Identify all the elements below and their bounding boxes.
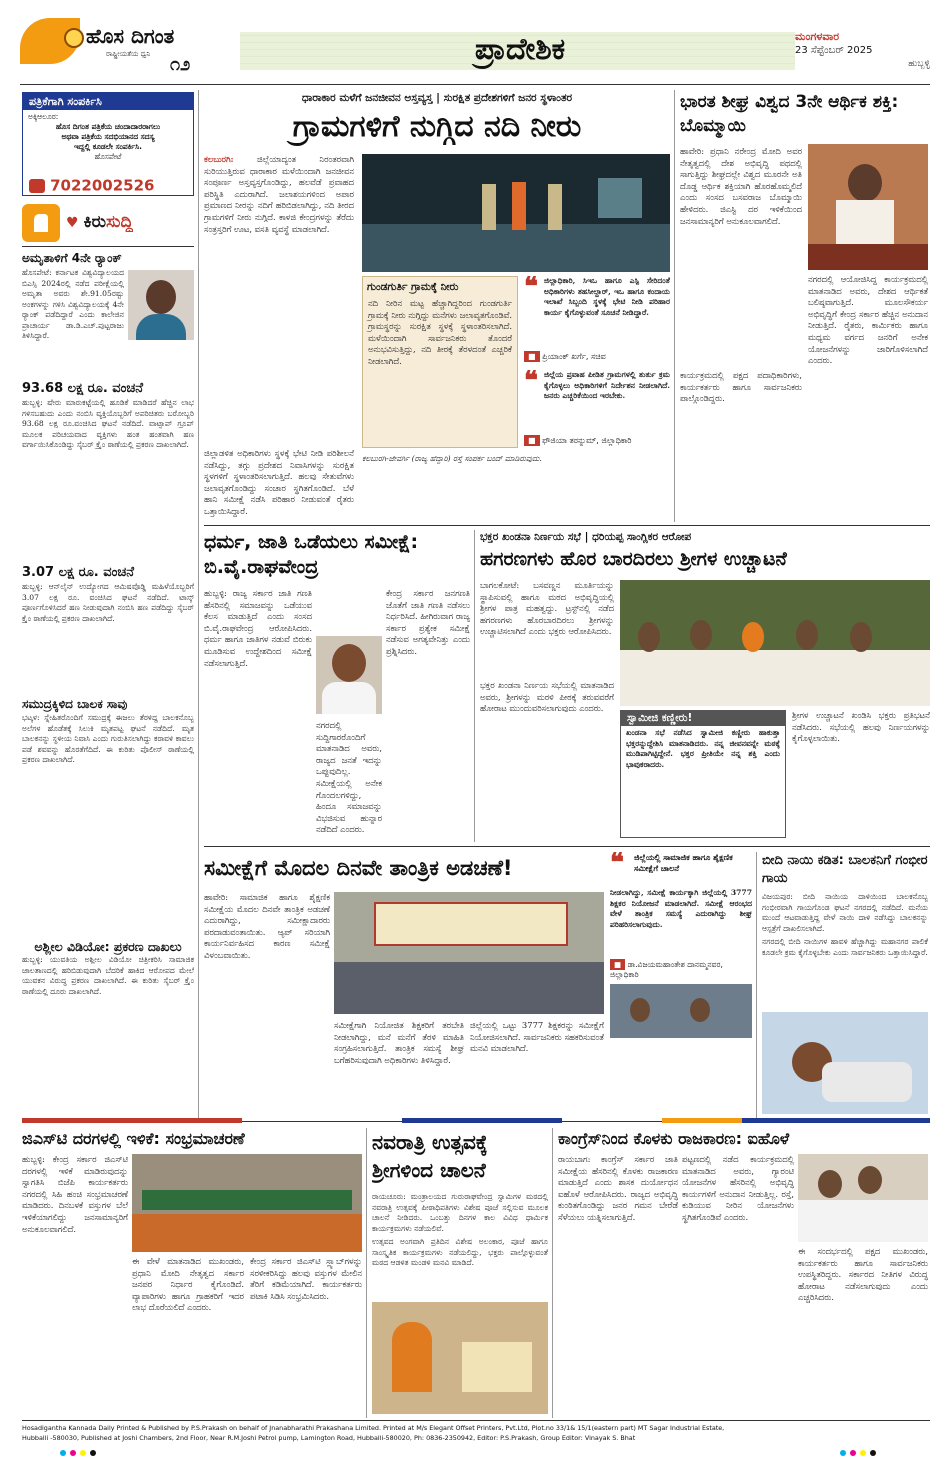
raghavendra-text-1: ಹುಬ್ಬಳ್ಳಿ: ರಾಜ್ಯ ಸರ್ಕಾರ ಜಾತಿ ಗಣತಿ ಹೆಸರಿನಲ್ಲಿ ಸಮಾಜವನ್ನು ಒಡೆಯುವ ಕೆಲಸ ಮಾಡುತ್ತಿದೆ ಎಂದು ಸಂಸದ ಬಿ.ವೈ.ರಾಘವೇಂದ್ರ ಆರೋಪಿಸಿದರು. ಧರ್ಮ ಹಾಗೂ ಜಾತಿಗಳ ನಡುವೆ ಬಿರುಕು ಮೂಡಿಸುವ ಉದ್ದೇಶದಿಂದ ಸಮೀಕ್ಷೆ ನಡೆಸಲಾಗುತ್ತಿದೆ. <box>204 588 312 668</box>
lead-quote-2 <box>524 370 670 450</box>
mid-rule-2 <box>204 846 930 847</box>
masthead-rule <box>20 84 930 85</box>
gundagurti-title: ಗುಂಡಗುರ್ತಿ ಗ್ರಾಮಕ್ಕೆ ನೀರು <box>367 281 459 293</box>
dog-headline: ಬೀದಿ ನಾಯಿ ಕಡಿತ: ಬಾಲಕನಿಗೆ ಗಂಭೀರ ಗಾಯ <box>762 853 928 886</box>
sangolli-text-1: ಬಾಗಲಕೋಟೆ: ಬಸವಣ್ಣನ ಮೂರ್ತಿಯನ್ನು ಸ್ಥಾಪಿಸುವಲ್ಲಿ ಹಾಗೂ ಮಠದ ಅಭಿವೃದ್ಧಿಯಲ್ಲಿ ಶ್ರೀಗಳ ಪಾತ್ರ ಮಹತ್ವದ್ದು. ಟ್ರಸ್ಟ್‌ನಲ್ಲಿ ನಡೆದ ಹಗರಣಗಳು ಹೊರಬಾರದಿರಲು ಶ್ರೀಗಳನ್ನು ಉಚ್ಚಾಟಿಸಲಾಗಿದೆ ಎಂದು ಭಕ್ತರು ಆರೋಪಿಸಿದರು. <box>480 580 614 637</box>
bommai-text-3: ಕಾರ್ಯಕ್ರಮದಲ್ಲಿ ಪಕ್ಷದ ಪದಾಧಿಕಾರಿಗಳು, ಕಾರ್ಯಕರ್ತರು ಹಾಗೂ ಸಾರ್ವಜನಿಕರು ಪಾಲ್ಗೊಂಡಿದ್ದರು. <box>680 370 802 404</box>
mid-rule-1 <box>204 525 930 526</box>
survey-right-rule <box>756 852 757 1118</box>
contact-name: ಹೊಸಪೇಟೆ <box>94 152 122 161</box>
survey-quote-title: ಜಿಲ್ಲೆಯಲ್ಲಿ ಸಾಮಾಜಿಕ ಹಾಗೂ ಶೈಕ್ಷಣಿಕ ಸಮೀಕ್ಷೆಗೆ ಚಾಲನೆ <box>634 853 733 873</box>
swamiji-box-title: ಸ್ವಾಮೀಜಿ ಕಣ್ಣೀರು! <box>621 711 785 726</box>
kirusuddi-item-2-text: ಹುಬ್ಬಳ್ಳಿ: ಷೇರು ಮಾರುಕಟ್ಟೆಯಲ್ಲಿ ಹೂಡಿಕೆ ಮಾಡಿದರೆ ಹೆಚ್ಚಿನ ಲಾಭ ಗಳಿಸಬಹುದು ಎಂದು ನಂಬಿಸಿ ವ್ಯಕ್ತಿಯೊಬ್ಬರಿಗೆ ಅಪರಿಚಿತರು ಬರೋಬ್ಬರಿ 93.68 ಲಕ್ಷ ರೂ.ವಂಚಿಸಿದ ಘಟನೆ ನಡೆದಿದೆ. ವಾಟ್ಸಾಪ್ ಗ್ರೂಪ್ ಮೂಲಕ ಪರಿಚಯವಾದ ವ್ಯಕ್ತಿಗಳು ಹಂತ ಹಂತವಾಗಿ ಹಣ ವರ್ಗಾಯಿಸಿಕೊಂಡಿದ್ದು ಸೈಬರ್ ಕ್ರೈಂ ಠಾಣೆಯಲ್ಲಿ ಪ್ರಕರಣ ದಾಖಲಾಗಿದೆ. <box>22 398 194 449</box>
lead-quote-2-name-text: ಫೌಜಿಯಾ ತರನ್ನುಮ್, ಜಿಲ್ಲಾಧಿಕಾರಿ <box>542 436 632 445</box>
logo-tagline: ರಾಷ್ಟ್ರೀಯತೆಯ ಧ್ವನಿ <box>106 50 151 58</box>
kirusuddi-item-4 <box>22 696 194 934</box>
lead-quote-2-name <box>524 436 632 446</box>
kirusuddi-item-4-headline: ಸಮುದ್ರಕ್ಕಿಳಿದ ಬಾಲಕ ಸಾವು <box>22 697 128 711</box>
date-label: 23 ಸೆಪ್ಟೆಂಬರ್ 2025 <box>795 45 873 56</box>
navaratri-right-rule <box>552 1128 553 1418</box>
gst-text-2: ಈ ವೇಳೆ ಮಾತನಾಡಿದ ಮುಖಂಡರು, ಪ್ರಧಾನಿ ಮೋದಿ ನೇತೃತ್ವದ ಸರ್ಕಾರ ಜನಪರ ನಿರ್ಧಾರ ಕೈಗೊಂಡಿದೆ. ವ್ಯಾಪಾರಿಗಳು ಹಾಗೂ ಗ್ರಾಹಕರಿಗೆ ಇದರ ಲಾಭ ದೊರೆಯಲಿದೆ ಎಂದರು. <box>132 1256 244 1313</box>
survey-quote-text: ನೀಡಲಾಗಿದ್ದು, ಸಮೀಕ್ಷೆ ಕಾರ್ಯಕ್ಕಾಗಿ ಜಿಲ್ಲೆಯಲ್ಲಿ 3777 ಶಿಕ್ಷಕರ ನಿಯೋಜನೆ ಮಾಡಲಾಗಿದೆ. ಸಮೀಕ್ಷೆ ಆರಂಭದ ವೇಳೆ ತಾಂತ್ರಿಕ ಸಮಸ್ಯೆ ಎದುರಾಗಿದ್ದು ಶೀಘ್ರ ಪರಿಹರಿಸಲಾಗುವುದು. <box>610 888 752 929</box>
kirusuddi-item-3-text: ಹುಬ್ಬಳ್ಳಿ: ಆನ್‌ಲೈನ್ ಉದ್ಯೋಗದ ಆಮಿಷವೊಡ್ಡಿ ಮಹಿಳೆಯೊಬ್ಬರಿಗೆ 3.07 ಲಕ್ಷ ರೂ. ವಂಚಿಸಿದ ಘಟನೆ ನಡೆದಿದೆ. ಟಾಸ್ಕ್ ಪೂರ್ಣಗೊಳಿಸಿದರೆ ಹಣ ನೀಡುವುದಾಗಿ ನಂಬಿಸಿ ಹಣ ಪಡೆದಿದ್ದು ಸೈಬರ್ ಕ್ರೈಂ ಠಾಣೆಯಲ್ಲಿ ಪ್ರಕರಣ ದಾಖಲಾಗಿದೆ. <box>22 582 194 623</box>
lead-text-1 <box>204 154 354 444</box>
lead-dateline: ಕಲಬುರಗಿ: <box>204 154 234 164</box>
kirusuddi-badge-icon <box>22 204 60 242</box>
quote-marker-icon: ■ <box>524 351 540 362</box>
survey-photo <box>334 892 604 1014</box>
gundagurti-text: ನದಿ ನೀರಿನ ಮಟ್ಟ ಹೆಚ್ಚಾಗಿದ್ದರಿಂದ ಗುಂಡಗುರ್ತಿ ಗ್ರಾಮಕ್ಕೆ ನೀರು ನುಗ್ಗಿದ್ದು ಮನೆಗಳು ಜಲಾವೃತಗೊಂಡಿವೆ. ಗ್ರಾಮಸ್ಥರನ್ನು ಸುರಕ್ಷಿತ ಸ್ಥಳಕ್ಕೆ ಸ್ಥಳಾಂತರಿಸಲಾಗಿದೆ. ಮಳೆಯಿಂದಾಗಿ ಸಾರ್ವಜನಿಕರು ತೊಂದರೆ ಅನುಭವಿಸುತ್ತಿದ್ದು, ನದಿ ತೀರಕ್ಕೆ ತೆರಳದಂತೆ ಎಚ್ಚರಿಕೆ ನೀಡಲಾಗಿದೆ. <box>368 298 512 366</box>
dog-text-1: ವಿಜಯಪುರ: ಬೀದಿ ನಾಯಿಯ ದಾಳಿಯಿಂದ ಬಾಲಕನೊಬ್ಬ ಗಂಭೀರವಾಗಿ ಗಾಯಗೊಂಡ ಘಟನೆ ನಗರದಲ್ಲಿ ನಡೆದಿದೆ. ಮನೆಯ ಮುಂದೆ ಆಟವಾಡುತ್ತಿದ್ದ ವೇಳೆ ನಾಯಿ ದಾಳಿ ನಡೆಸಿದ್ದು ಬಾಲಕನನ್ನು ಆಸ್ಪತ್ರೆಗೆ ದಾಖಲಿಸಲಾಗಿದೆ. ನಗರದಲ್ಲಿ ಬೀದಿ ನಾಯಿಗಳ ಹಾವಳಿ ಹೆಚ್ಚಾಗಿದ್ದು ಮಹಾನಗರ ಪಾಲಿಕೆ ಕೂಡಲೇ ಕ್ರಮ ಕೈಗೊಳ್ಳಬೇಕು ಎಂದು ಸಾರ್ವಜನಿಕರು ಒತ್ತಾಯಿಸಿದ್ದಾರೆ. <box>762 892 928 957</box>
kirusuddi-title-a: ಕಿರು <box>83 212 107 232</box>
survey-headline: ಸಮೀಕ್ಷೆಗೆ ಮೊದಲ ದಿನವೇ ತಾಂತ್ರಿಕ ಅಡಚಣೆ! <box>204 856 513 880</box>
raghavendra-right-rule <box>474 530 475 842</box>
contact-line4: ಇದ್ದಲ್ಲಿ ಕೂಡಲೇ ಸಂಪರ್ಕಿಸಿ. <box>74 142 142 151</box>
lead-story <box>204 90 670 522</box>
lead-caption: ಕಲಬುರಗಿ-ಜೇವರ್ಗಿ (ರಾಜ್ಯ ಹೆದ್ದಾರಿ) ರಸ್ತೆ ಸಂಪರ್ಕ ಬಂದ್ ಮಾಡಿರುವುದು. <box>362 454 542 463</box>
navaratri-text-1: ರಾಯಚೂರು: ಮಂತ್ರಾಲಯದ ಗುರುರಾಘವೇಂದ್ರ ಸ್ವಾಮಿಗಳ ಮಠದಲ್ಲಿ ನವರಾತ್ರಿ ಉತ್ಸವಕ್ಕೆ ಪೀಠಾಧಿಪತಿಗಳು ವಿಶೇಷ ಪೂಜೆ ಸಲ್ಲಿಸುವ ಮೂಲಕ ಚಾಲನೆ ನೀಡಿದರು. ಒಂಬತ್ತು ದಿನಗಳ ಕಾಲ ವಿವಿಧ ಧಾರ್ಮಿಕ ಕಾರ್ಯಕ್ರಮಗಳು ನಡೆಯಲಿವೆ. ಉತ್ಸವದ ಅಂಗವಾಗಿ ಪ್ರತಿದಿನ ವಿಶೇಷ ಅಲಂಕಾರ, ಪೂಜೆ ಹಾಗೂ ಸಾಂಸ್ಕೃತಿಕ ಕಾರ್ಯಕ್ರಮಗಳು ನಡೆಯಲಿದ್ದು, ಭಕ್ತರು ಪಾಲ್ಗೊಳ್ಳುವಂತೆ ಮಠದ ಆಡಳಿತ ಮಂಡಳಿ ಮನವಿ ಮಾಡಿದೆ. <box>372 1192 548 1267</box>
navaratri-text-2: ಉತ್ಸವದ ಅಂಗವಾಗಿ ಪ್ರತಿದಿನ ವಿಶೇಷ ಅಲಂಕಾರ, ಪೂಜೆ ಹಾಗೂ ಸಾಂಸ್ಕೃತಿಕ ಕಾರ್ಯಕ್ರಮಗಳು ನಡೆಯಲಿದ್ದು, ಭಕ್ತರು ಪಾಲ್ಗೊಳ್ಳುವಂತೆ ಮಠದ ಆಡಳಿತ ಮಂಡಳಿ ಮನವಿ ಮಾಡಿದೆ. <box>372 1237 548 1267</box>
aihole-photo <box>798 1154 928 1242</box>
gundagurti-box <box>362 276 518 448</box>
lead-quote-1-text: ಜಿಲ್ಲಾಧಿಕಾರಿ, ಸಿಇಒ ಹಾಗೂ ಎಸ್ಪಿ ಸೇರಿದಂತೆ ಅಧಿಕಾರಿಗಳು ತಹಸೀಲ್ದಾರ್, ಇಒ ಹಾಗೂ ಕಂದಾಯ ಇಲಾಖೆ ಸಿಬ್ಬಂದಿ ಸ್ಥಳಕ್ಕೆ ಭೇಟಿ ನೀಡಿ ಪರಿಹಾರ ಕಾರ್ಯ ಕೈಗೊಳ್ಳುವಂತೆ ಸೂಚನೆ ನೀಡಿದ್ದಾರೆ. <box>544 276 670 317</box>
quote-icon: ❝ <box>610 852 624 878</box>
sangolli-headline: ಹಗರಣಗಳು ಹೊರ ಬಾರದಿರಲು ಶ್ರೀಗಳ ಉಚ್ಚಾಟನೆ <box>480 548 787 570</box>
day-label: ಮಂಗಳವಾರ <box>795 30 840 43</box>
lead-kicker: ಧಾರಾಕಾರ ಮಳೆಗೆ ಜನಜೀವನ ಅಸ್ತವ್ಯಸ್ತ | ಸುರಕ್ಷಿತ ಪ್ರದೇಶಗಳಿಗೆ ಜನರ ಸ್ಥಳಾಂತರ <box>301 92 573 104</box>
page-number: ೧೨ <box>170 54 191 72</box>
contact-title: ಪತ್ರಿಕೆಗಾಗಿ ಸಂಪರ್ಕಿಸಿ <box>23 93 193 110</box>
kirusuddi-item-5 <box>22 938 194 1116</box>
contact-line3: ಅಥವಾ ಪತ್ರಿಕೆಯ ಸದಭಿಯಾನದ ಸದಸ್ಯ <box>61 132 155 141</box>
navaratri-story <box>372 1128 548 1418</box>
raghavendra-headline: ಧರ್ಮ, ಜಾತಿ ಒಡೆಯಲು ಸಮೀಕ್ಷೆ: ಬಿ.ವೈ.ರಾಘವೇಂದ್ರ <box>204 531 419 578</box>
kirusuddi-item-1 <box>22 250 194 376</box>
gst-headline: ಜಿಎಸ್‌ಟಿ ದರಗಳಲ್ಲಿ ಇಳಿಕೆ: ಸಂಭ್ರಮಾಚರಣೆ <box>22 1129 245 1148</box>
gst-photo <box>132 1154 362 1252</box>
lead-quote-2-text: ಜಿಲ್ಲೆಯ ಪ್ರವಾಹ ಪೀಡಿತ ಗ್ರಾಮಗಳಲ್ಲಿ ತುರ್ತು ಕ್ರಮ ಕೈಗೊಳ್ಳಲು ಅಧಿಕಾರಿಗಳಿಗೆ ನಿರ್ದೇಶನ ನೀಡಲಾಗಿದೆ. ಜನರು ಎಚ್ಚರಿಕೆಯಿಂದ ಇರಬೇಕು. <box>544 370 670 400</box>
sangolli-story <box>480 530 930 842</box>
dog-story <box>762 852 928 1118</box>
survey-quote <box>610 852 752 982</box>
lead-quote-1-name <box>524 352 606 362</box>
swamiji-box <box>620 710 786 838</box>
registration-marks <box>0 1448 945 1458</box>
bommai-text-1: ಹಾವೇರಿ: ಪ್ರಧಾನಿ ನರೇಂದ್ರ ಮೋದಿ ಅವರ ನೇತೃತ್ವದಲ್ಲಿ ದೇಶ ಅಭಿವೃದ್ಧಿ ಪಥದಲ್ಲಿ ಸಾಗುತ್ತಿದ್ದು ಶೀಘ್ರದಲ್ಲೇ ವಿಶ್ವದ ಮೂರನೇ ಅತಿ ದೊಡ್ಡ ಆರ್ಥಿಕ ಶಕ್ತಿಯಾಗಿ ಹೊರಹೊಮ್ಮಲಿದೆ ಎಂದು ಸಂಸದ ಬಸವರಾಜ ಬೊಮ್ಮಾಯಿ ಹೇಳಿದರು. ಜಿಎಸ್ಟಿ ದರ ಇಳಿಕೆಯಿಂದ ಜನಸಾಮಾನ್ಯರಿಗೆ ಅನುಕೂಲವಾಗಲಿದೆ. <box>680 146 802 226</box>
contact-line1: ಅಕ್ಕಿಆಲೂರ: <box>28 112 59 121</box>
survey-text-3: ಜಿಲ್ಲೆಯಲ್ಲಿ ಒಟ್ಟು 3777 ಶಿಕ್ಷಕರನ್ನು ಸಮೀಕ್ಷೆಗೆ ನಿಯೋಜಿಸಲಾಗಿದೆ. ಸಾರ್ವಜನಿಕರು ಸಹಕರಿಸುವಂತೆ ಮನವಿ ಮಾಡಲಾಗಿದೆ. <box>470 1020 604 1054</box>
survey-quote-name-row <box>610 960 752 980</box>
contact-box <box>22 92 194 196</box>
kirusuddi-header <box>22 204 194 242</box>
raghavendra-text-3: ಕೇಂದ್ರ ಸರ್ಕಾರ ಜನಗಣತಿ ಜೊತೆಗೆ ಜಾತಿ ಗಣತಿ ನಡೆಸಲು ನಿರ್ಧರಿಸಿದೆ. ಹೀಗಿರುವಾಗ ರಾಜ್ಯ ಸರ್ಕಾರ ಪ್ರತ್ಯೇಕ ಸಮೀಕ್ಷೆ ನಡೆಸುವ ಅಗತ್ಯವೇನಿತ್ತು ಎಂದು ಪ್ರಶ್ನಿಸಿದರು. <box>386 588 470 656</box>
raghavendra-text-2: ನಗರದಲ್ಲಿ ಸುದ್ದಿಗಾರರೊಂದಿಗೆ ಮಾತನಾಡಿದ ಅವರು, ರಾಜ್ಯದ ಜನತೆ ಇದನ್ನು ಒಪ್ಪುವುದಿಲ್ಲ. ಸಮೀಕ್ಷೆಯಲ್ಲಿ ಅನೇಕ ಗೊಂದಲಗಳಿದ್ದು, ಹಿಂದೂ ಸಮಾಜವನ್ನು ವಿಭಜಿಸುವ ಹುನ್ನಾರ ನಡೆದಿದೆ ಎಂದರು. <box>316 720 382 835</box>
imprint <box>22 1423 930 1449</box>
sangolli-text-2: ಭಕ್ತರ ಖಂಡನಾ ನಿರ್ಣಯ ಸಭೆಯಲ್ಲಿ ಮಾತನಾಡಿದ ಅವರು, ಶ್ರೀಗಳನ್ನು ಮರಳಿ ಪೀಠಕ್ಕೆ ತರುವವರೆಗೆ ಹೋರಾಟ ಮುಂದುವರಿಸಲಾಗುವುದು ಎಂದರು. <box>480 680 614 714</box>
aihole-text-3: ಈ ಸಂದರ್ಭದಲ್ಲಿ ಪಕ್ಷದ ಮುಖಂಡರು, ಕಾರ್ಯಕರ್ತರು ಹಾಗೂ ಸಾರ್ವಜನಿಕರು ಉಪಸ್ಥಿತರಿದ್ದರು. ಸರ್ಕಾರದ ನೀತಿಗಳ ವಿರುದ್ಧ ಹೋರಾಟ ನಡೆಸಲಾಗುವುದು ಎಂದು ಎಚ್ಚರಿಸಿದರು. <box>798 1246 928 1303</box>
contact-phone: 7022002526 <box>50 176 155 195</box>
contact-phone-row <box>29 175 154 195</box>
logo-text: ಹೊಸ ದಿಗಂತ <box>86 24 175 48</box>
quote-icon: ❝ <box>524 276 538 302</box>
gst-right-rule <box>366 1128 367 1418</box>
dog-photo <box>762 1012 928 1114</box>
aihole-headline: ಕಾಂಗ್ರೆಸ್‌ನಿಂದ ಕೊಳಕು ರಾಜಕಾರಣ: ಐಹೊಳೆ <box>558 1129 790 1148</box>
bommai-photo <box>808 144 928 270</box>
heart-icon: ♥ <box>66 215 79 231</box>
left-column-rule <box>198 90 199 1120</box>
survey-story <box>204 852 752 1118</box>
lead-right-rule <box>674 90 675 522</box>
raghavendra-photo <box>316 636 382 714</box>
quote-marker-icon: ■ <box>524 435 540 446</box>
kirusuddi-title-b: ಸುದ್ದಿ <box>106 212 133 232</box>
dateline-block <box>795 30 930 76</box>
kirusuddi-item-2-headline: 93.68 ಲಕ್ಷ ರೂ. ವಂಚನೆ <box>22 381 144 396</box>
navaratri-headline: ನವರಾತ್ರಿ ಉತ್ಸವಕ್ಕೆ ಶ್ರೀಗಳಿಂದ ಚಾಲನೆ <box>372 1130 488 1182</box>
imprint-line-1: Hosadigantha Kannada Daily Printed & Published by P.S.Prakash on behalf of Jnanabharathi Prakashana Limited. Printed at M/s Elegant Offset Printers, Pvt.Ltd, Plot.no 33/1& 15/1(eastern part) MT Sagar Industrial Estate, <box>22 1424 725 1432</box>
gst-text-1: ಹುಬ್ಬಳ್ಳಿ: ಕೇಂದ್ರ ಸರ್ಕಾರ ಜಿಎಸ್‌ಟಿ ದರಗಳಲ್ಲಿ ಇಳಿಕೆ ಮಾಡಿರುವುದನ್ನು ಸ್ವಾಗತಿಸಿ ಬಿಜೆಪಿ ಕಾರ್ಯಕರ್ತರು ನಗರದಲ್ಲಿ ಸಿಹಿ ಹಂಚಿ ಸಂಭ್ರಮಾಚರಣೆ ಮಾಡಿದರು. ದಿನಬಳಕೆ ವಸ್ತುಗಳ ಬೆಲೆ ಇಳಿಕೆಯಾಗಲಿದ್ದು ಜನಸಾಮಾನ್ಯರಿಗೆ ಅನುಕೂಲವಾಗಲಿದೆ. <box>22 1154 128 1234</box>
kirusuddi-item-5-text: ಹುಬ್ಬಳ್ಳಿ: ಯುವತಿಯ ಅಶ್ಲೀಲ ವಿಡಿಯೋ ಚಿತ್ರೀಕರಿಸಿ ಸಾಮಾಜಿಕ ಜಾಲತಾಣದಲ್ಲಿ ಹರಿಬಿಡುವುದಾಗಿ ಬೆದರಿಕೆ ಹಾಕಿದ ಆರೋಪದ ಮೇಲೆ ಯುವಕನ ವಿರುದ್ಧ ಪ್ರಕರಣ ದಾಖಲಾಗಿದೆ. ಈ ಕುರಿತು ಸೈಬರ್ ಕ್ರೈಂ ಠಾಣೆಯಲ್ಲಿ ದೂರು ದಾಖಲಾಗಿದೆ. <box>22 955 194 996</box>
kirusuddi-item-4-text: ಭಟ್ಕಳ: ಸ್ನೇಹಿತರೊಂದಿಗೆ ಸಮುದ್ರಕ್ಕೆ ಈಜಲು ತೆರಳಿದ್ದ ಬಾಲಕನೊಬ್ಬ ಅಲೆಗಳ ಹೊಡೆತಕ್ಕೆ ಸಿಲುಕಿ ಮೃತಪಟ್ಟ ಘಟನೆ ನಡೆದಿದೆ. ಮೃತ ಬಾಲಕನನ್ನು ಸ್ಥಳೀಯ ನಿವಾಸಿ ಎಂದು ಗುರುತಿಸಲಾಗಿದ್ದು ಕರಾವಳಿ ಕಾವಲು ಪಡೆ ಶವವನ್ನು ಹೊರತೆಗೆದಿದೆ. ಈ ಕುರಿತು ಪೊಲೀಸ್ ಠಾಣೆಯಲ್ಲಿ ಪ್ರಕರಣ ದಾಖಲಾಗಿದೆ. <box>22 713 194 764</box>
bommai-text-2: ನಗರದಲ್ಲಿ ಆಯೋಜಿಸಿದ್ದ ಕಾರ್ಯಕ್ರಮದಲ್ಲಿ ಮಾತನಾಡಿದ ಅವರು, ದೇಶದ ಆರ್ಥಿಕತೆ ಬಲಿಷ್ಠವಾಗುತ್ತಿದೆ. ಮೂಲಸೌಕರ್ಯ ಅಭಿವೃದ್ಧಿಗೆ ಕೇಂದ್ರ ಸರ್ಕಾರ ಹೆಚ್ಚಿನ ಅನುದಾನ ನೀಡುತ್ತಿದೆ. ರೈತರು, ಕಾರ್ಮಿಕರು ಹಾಗೂ ಮಧ್ಯಮ ವರ್ಗದ ಜನರಿಗೆ ಅನೇಕ ಯೋಜನೆಗಳನ್ನು ಜಾರಿಗೊಳಿಸಲಾಗಿದೆ ಎಂದರು. <box>808 274 928 366</box>
kirusuddi-item-5-headline: ಅಶ್ಲೀಲ ವಿಡಿಯೋ: ಪ್ರಕರಣ ದಾಖಲು <box>34 939 182 954</box>
raghavendra-story <box>204 530 470 842</box>
aihole-text-2: ಪಟ್ಟಣದಲ್ಲಿ ನಡೆದ ಕಾರ್ಯಕ್ರಮದಲ್ಲಿ ಮಾತನಾಡಿದ ಅವರು, ಗ್ಯಾರಂಟಿ ಯೋಜನೆಗಳ ಹೆಸರಿನಲ್ಲಿ ಅಭಿವೃದ್ಧಿ ಕಾರ್ಯಗಳಿಗೆ ಅನುದಾನ ನೀಡುತ್ತಿಲ್ಲ. ರಸ್ತೆ, ಕುಡಿಯುವ ನೀರಿನ ಯೋಜನೆಗಳು ಸ್ಥಗಿತಗೊಂಡಿವೆ ಎಂದರು. <box>682 1154 794 1222</box>
contact-line2: ಹೊಸ ದಿಗಂತ ಪತ್ರಿಕೆಯ ಚಂದಾದಾರರಾಗಲು <box>55 122 161 131</box>
navaratri-photo <box>372 1302 548 1414</box>
swamiji-box-text: ಖಂಡನಾ ಸಭೆ ನಡೆಸಿದ ಸ್ವಾಮೀಜಿ ಕಣ್ಣೀರು ಹಾಕುತ್ತಾ ಭಕ್ತರನ್ನುದ್ದೇಶಿಸಿ ಮಾತನಾಡಿದರು. ನನ್ನ ಜೀವನವನ್ನೇ ಮಠಕ್ಕೆ ಮುಡಿಪಾಗಿಟ್ಟಿದ್ದೇನೆ. ಭಕ್ತರ ಪ್ರೀತಿಯೇ ನನ್ನ ಶಕ್ತಿ ಎಂದು ಭಾವುಕರಾದರು. <box>626 728 780 769</box>
kirusuddi-title <box>66 212 133 232</box>
gst-story <box>22 1128 362 1418</box>
bommai-story <box>680 90 928 522</box>
kirusuddi-item-3 <box>22 564 194 692</box>
amrutha-photo <box>128 270 194 340</box>
lead-text-1-body: ಜಿಲ್ಲೆಯಾದ್ಯಂತ ನಿರಂತರವಾಗಿ ಸುರಿಯುತ್ತಿರುವ ಧಾರಾಕಾರ ಮಳೆಯಿಂದಾಗಿ ಜನಜೀವನ ಸಂಪೂರ್ಣ ಅಸ್ತವ್ಯಸ್ತಗೊಂಡಿದ್ದು, ಹಲವೆಡೆ ಪ್ರವಾಹದ ಪರಿಸ್ಥಿತಿ ಎದುರಾಗಿದೆ. ಜಲಾಶಯಗಳಿಂದ ಅಪಾರ ಪ್ರಮಾಣದ ನೀರನ್ನು ನದಿಗೆ ಹರಿಬಿಡಲಾಗಿದ್ದು, ನದಿ ತೀರದ ಗ್ರಾಮಗಳಿಗೆ ನೀರು ನುಗ್ಗಿದೆ. ಕಾಳಜಿ ಕೇಂದ್ರಗಳನ್ನು ತೆರೆದು ಸಂತ್ರಸ್ತರಿಗೆ ಊಟ, ವಸತಿ ವ್ಯವಸ್ಥೆ ಮಾಡಲಾಗಿದೆ. <box>204 154 354 234</box>
aihole-text-1: ರಾಯಬಾಗ: ಕಾಂಗ್ರೆಸ್ ಸರ್ಕಾರ ಜಾತಿ ಸಮೀಕ್ಷೆಯ ಹೆಸರಿನಲ್ಲಿ ಕೊಳಕು ರಾಜಕಾರಣ ಮಾಡುತ್ತಿದೆ ಎಂದು ಶಾಸಕ ದುರ್ಯೋಧನ ಐಹೊಳೆ ಆರೋಪಿಸಿದರು. ರಾಜ್ಯದ ಅಭಿವೃದ್ಧಿ ಕುಂಠಿತಗೊಂಡಿದ್ದು ಜನರ ಗಮನ ಬೇರೆಡೆ ಸೆಳೆಯಲು ಯತ್ನಿಸಲಾಗುತ್ತಿದೆ. <box>558 1154 678 1222</box>
lead-quote-1 <box>524 276 670 364</box>
color-strip <box>22 1118 930 1123</box>
kirusuddi-item-1-text: ಹೊಸಪೇಟೆ: ಕರ್ನಾಟಕ ವಿಶ್ವವಿದ್ಯಾಲಯದ ಬಿಎಸ್ಸಿ 2024ರಲ್ಲಿ ನಡೆದ ಪರೀಕ್ಷೆಯಲ್ಲಿ ಅಮೃತಾ ಅವರು ಶೇ.91.05ರಷ್ಟು ಅಂಕಗಳನ್ನು ಗಳಿಸಿ ವಿಶ್ವವಿದ್ಯಾಲಯಕ್ಕೆ 4ನೇ ರ್‍ಯಾಂಕ್ ಪಡೆದಿದ್ದಾರೆ ಎಂದು ಕಾಲೇಜಿನ ಪ್ರಾಚಾರ್ಯ ಡಾ.ಡಿ.ಎಚ್.ಪುಟ್ಟರಾಜು ತಿಳಿಸಿದ್ದಾರೆ. <box>22 268 124 340</box>
kirusuddi-item-3-headline: 3.07 ಲಕ್ಷ ರೂ. ವಂಚನೆ <box>22 565 134 580</box>
city-label: ಹುಬ್ಬಳ್ಳಿ <box>908 59 930 69</box>
kirusuddi-item-2 <box>22 380 194 560</box>
lead-headline: ಗ್ರಾಮಗಳಿಗೆ ನುಗ್ಗಿದ ನದಿ ನೀರು <box>292 109 582 144</box>
quote-marker-icon: ■ <box>610 959 625 970</box>
survey-photo-2 <box>610 984 752 1038</box>
kirusuddi-rule <box>22 246 194 247</box>
phone-icon <box>29 179 45 193</box>
gst-text-3: ಕೇಂದ್ರ ಸರ್ಕಾರ ಜಿಎಸ್‌ಟಿ ಸ್ಲ್ಯಾಬ್‌ಗಳನ್ನು ಸರಳೀಕರಿಸಿದ್ದು ಹಲವು ವಸ್ತುಗಳ ಮೇಲಿನ ತೆರಿಗೆ ಕಡಿಮೆಯಾಗಿದೆ. ಕಾರ್ಯಕರ್ತರು ಪಟಾಕಿ ಸಿಡಿಸಿ ಸಂಭ್ರಮಿಸಿದರು. <box>250 1256 362 1301</box>
aihole-story <box>558 1128 928 1418</box>
lead-text-2: ಜಿಲ್ಲಾಡಳಿತ ಅಧಿಕಾರಿಗಳು ಸ್ಥಳಕ್ಕೆ ಭೇಟಿ ನೀಡಿ ಪರಿಶೀಲನೆ ನಡೆಸಿದ್ದು, ತಗ್ಗು ಪ್ರದೇಶದ ನಿವಾಸಿಗಳನ್ನು ಸುರಕ್ಷಿತ ಸ್ಥಳಗಳಿಗೆ ಸ್ಥಳಾಂತರಿಸಲಾಗುತ್ತಿದೆ. ಹಲವು ಸೇತುವೆಗಳು ಜಲಾವೃತಗೊಂಡಿದ್ದು ಸಂಚಾರ ಸ್ಥಗಿತಗೊಂಡಿದೆ. ಬೆಳೆ ಹಾನಿ ಸಮೀಕ್ಷೆ ನಡೆಸಿ ಪರಿಹಾರ ನೀಡುವಂತೆ ರೈತರು ಒತ್ತಾಯಿಸಿದ್ದಾರೆ. <box>204 448 354 516</box>
sangolli-photo <box>620 580 930 706</box>
survey-text-2: ಸಮೀಕ್ಷೆಗಾಗಿ ನಿಯೋಜಿತ ಶಿಕ್ಷಕರಿಗೆ ತರಬೇತಿ ನೀಡಲಾಗಿದ್ದು, ಮನೆ ಮನೆಗೆ ತೆರಳಿ ಮಾಹಿತಿ ಸಂಗ್ರಹಿಸಲಾಗುತ್ತಿದೆ. ತಾಂತ್ರಿಕ ಸಮಸ್ಯೆ ಶೀಘ್ರ ಬಗೆಹರಿಸುವುದಾಗಿ ಅಧಿಕಾರಿಗಳು ತಿಳಿಸಿದ್ದಾರೆ. <box>334 1020 464 1065</box>
logo-emblem-icon <box>64 28 84 48</box>
quote-icon: ❝ <box>524 370 538 396</box>
flood-photo <box>362 154 670 272</box>
sangolli-text-3: ಶ್ರೀಗಳ ಉಚ್ಚಾಟನೆ ಖಂಡಿಸಿ ಭಕ್ತರು ಪ್ರತಿಭಟನೆ ನಡೆಸಿದರು. ಸಭೆಯಲ್ಲಿ ಹಲವು ನಿರ್ಣಯಗಳನ್ನು ಕೈಗೊಳ್ಳಲಾಯಿತು. <box>792 710 930 744</box>
imprint-line-2: Hubballi -580030, Published at Joshi Chambers, 2nd Floor, Near R.M.Joshi Petrol pump, Lamington Road, Hubballi-580020, Ph: 0836-2350942, Editor: P.S.Prakash, Group Editor: Vinayak S. Bhat <box>22 1434 636 1442</box>
survey-quote-name: ಡಾ.ವಿಜಯಮಹಾಂತೇಶ ದಾನಮ್ಮನವರ, ಜಿಲ್ಲಾಧಿಕಾರಿ <box>610 960 723 979</box>
kirusuddi-item-1-headline: ಅಮೃತಾಳಿಗೆ 4ನೇ ರ್‍ಯಾಂಕ್ <box>22 251 122 265</box>
dog-text-2: ನಗರದಲ್ಲಿ ಬೀದಿ ನಾಯಿಗಳ ಹಾವಳಿ ಹೆಚ್ಚಾಗಿದ್ದು ಮಹಾನಗರ ಪಾಲಿಕೆ ಕೂಡಲೇ ಕ್ರಮ ಕೈಗೊಳ್ಳಬೇಕು ಎಂದು ಸಾರ್ವಜನಿಕರು ಒತ್ತಾಯಿಸಿದ್ದಾರೆ. <box>762 937 928 957</box>
imprint-rule <box>22 1420 930 1421</box>
masthead <box>0 0 945 82</box>
sangolli-kicker: ಭಕ್ತರ ಖಂಡನಾ ನಿರ್ಣಯ ಸಭೆ | ಧರಿಯಪ್ಪ ಸಾಂಗ್ಲಿಕರ ಆರೋಪ <box>480 531 692 543</box>
section-title: ಪ್ರಾದೇಶಿಕ <box>474 32 566 67</box>
logo-block <box>20 12 230 72</box>
survey-text-1: ಹಾವೇರಿ: ಸಾಮಾಜಿಕ ಹಾಗೂ ಶೈಕ್ಷಣಿಕ ಸಮೀಕ್ಷೆಯ ಮೊದಲ ದಿನವೇ ತಾಂತ್ರಿಕ ಅಡಚಣೆ ಎದುರಾಗಿದ್ದು, ಸಮೀಕ್ಷಾದಾರರು ಪರದಾಡುವಂತಾಯಿತು. ಆ್ಯಪ್ ಸರಿಯಾಗಿ ಕಾರ್ಯನಿರ್ವಹಿಸದ ಕಾರಣ ಸಮೀಕ್ಷೆ ವಿಳಂಬವಾಯಿತು. <box>204 892 330 960</box>
lead-quote-1-name-text: ಪ್ರಿಯಾಂಕ್ ಖರ್ಗೆ, ಸಚಿವ <box>542 352 606 361</box>
bommai-headline: ಭಾರತ ಶೀಘ್ರ ವಿಶ್ವದ 3ನೇ ಆರ್ಥಿಕ ಶಕ್ತಿ: ಬೊಮ್ಮಾಯಿ <box>680 92 899 136</box>
